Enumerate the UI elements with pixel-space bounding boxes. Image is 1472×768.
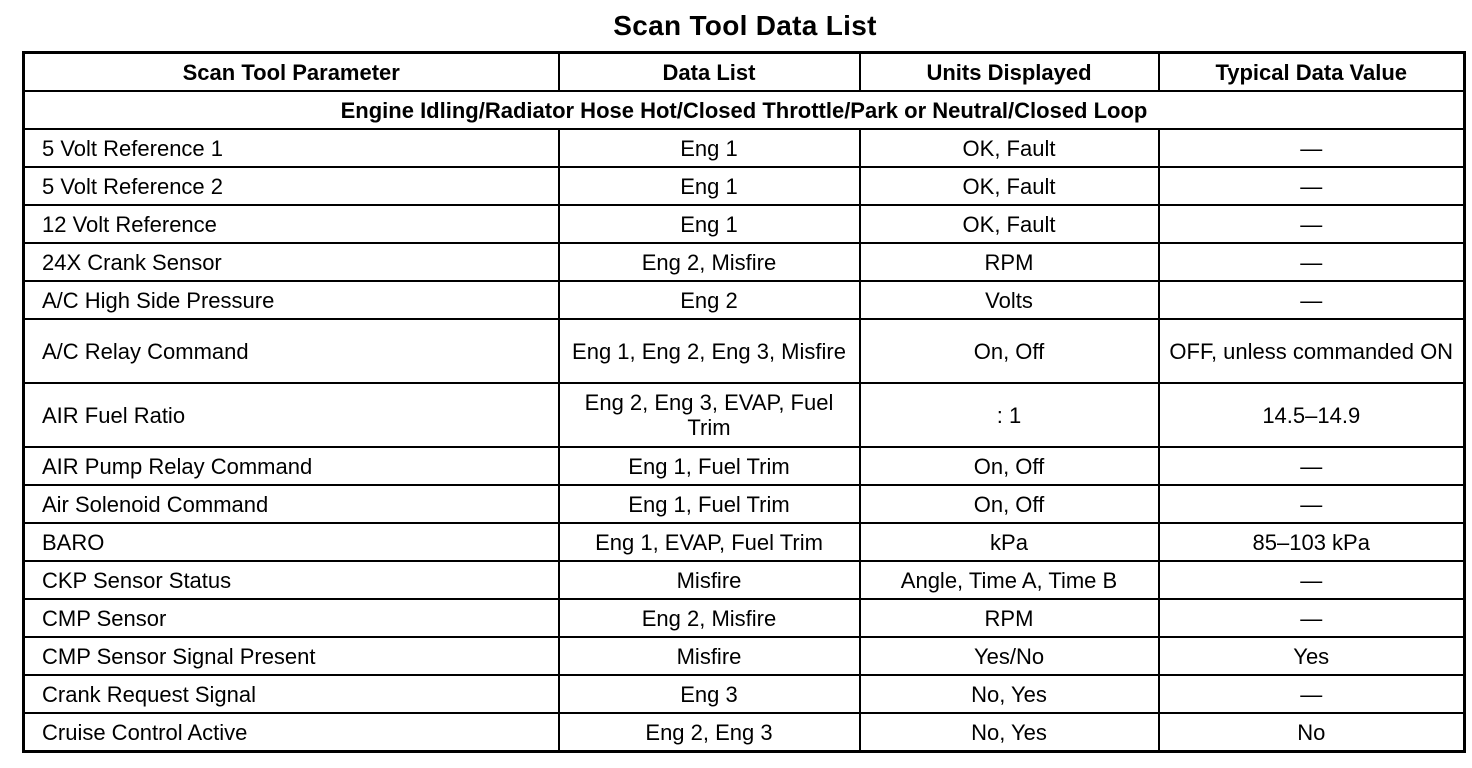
section-row	[24, 91, 1465, 129]
parameter-cell: 5 Volt Reference 1	[24, 129, 559, 167]
typical-value-cell: —	[1159, 129, 1465, 167]
typical-value-cell: —	[1159, 167, 1465, 205]
units-cell: On, Off	[860, 447, 1159, 485]
table-row	[24, 637, 1465, 675]
scan-tool-data-table	[22, 51, 1466, 753]
column-header-parameter: Scan Tool Parameter	[24, 53, 559, 92]
typical-value-cell: —	[1159, 561, 1465, 599]
units-cell: No, Yes	[860, 675, 1159, 713]
units-cell: On, Off	[860, 485, 1159, 523]
table-row	[24, 713, 1465, 752]
table-row	[24, 319, 1465, 383]
table-header-row	[24, 53, 1465, 92]
typical-value-cell: —	[1159, 675, 1465, 713]
page-title: Scan Tool Data List	[613, 10, 877, 41]
parameter-cell: AIR Pump Relay Command	[24, 447, 559, 485]
units-cell: On, Off	[860, 319, 1159, 383]
table-row	[24, 675, 1465, 713]
table-row	[24, 129, 1465, 167]
data-list-cell: Eng 3	[559, 675, 860, 713]
parameter-cell: AIR Fuel Ratio	[24, 383, 559, 447]
typical-value-cell: OFF, unless commanded ON	[1159, 319, 1465, 383]
units-cell: RPM	[860, 243, 1159, 281]
typical-value-cell: —	[1159, 599, 1465, 637]
table-row	[24, 447, 1465, 485]
data-list-cell: Eng 1	[559, 167, 860, 205]
parameter-cell: BARO	[24, 523, 559, 561]
table-row	[24, 561, 1465, 599]
typical-value-cell: —	[1159, 281, 1465, 319]
table-row	[24, 205, 1465, 243]
typical-value-cell: —	[1159, 243, 1465, 281]
data-list-cell: Eng 1, Eng 2, Eng 3, Misfire	[559, 319, 860, 383]
typical-value-cell: 14.5–14.9	[1159, 383, 1465, 447]
units-cell: Angle, Time A, Time B	[860, 561, 1159, 599]
data-list-cell: Eng 1	[559, 129, 860, 167]
data-list-cell: Eng 2, Eng 3	[559, 713, 860, 752]
data-list-cell: Eng 1, Fuel Trim	[559, 447, 860, 485]
table-row	[24, 523, 1465, 561]
column-header-units: Units Displayed	[860, 53, 1159, 92]
column-header-typical-value: Typical Data Value	[1159, 53, 1465, 92]
typical-value-cell: No	[1159, 713, 1465, 752]
parameter-cell: 24X Crank Sensor	[24, 243, 559, 281]
data-list-cell: Eng 1, Fuel Trim	[559, 485, 860, 523]
units-cell: OK, Fault	[860, 167, 1159, 205]
parameter-cell: Crank Request Signal	[24, 675, 559, 713]
typical-value-cell: —	[1159, 447, 1465, 485]
data-list-cell: Eng 2, Misfire	[559, 599, 860, 637]
units-cell: OK, Fault	[860, 205, 1159, 243]
table-row	[24, 485, 1465, 523]
units-cell: No, Yes	[860, 713, 1159, 752]
data-list-cell: Eng 2	[559, 281, 860, 319]
data-list-cell: Eng 2, Misfire	[559, 243, 860, 281]
typical-value-cell: Yes	[1159, 637, 1465, 675]
parameter-cell: 12 Volt Reference	[24, 205, 559, 243]
table-row	[24, 243, 1465, 281]
units-cell: OK, Fault	[860, 129, 1159, 167]
units-cell: Yes/No	[860, 637, 1159, 675]
column-header-data-list: Data List	[559, 53, 860, 92]
data-list-cell: Misfire	[559, 561, 860, 599]
units-cell: RPM	[860, 599, 1159, 637]
parameter-cell: 5 Volt Reference 2	[24, 167, 559, 205]
parameter-cell: CKP Sensor Status	[24, 561, 559, 599]
section-heading: Engine Idling/Radiator Hose Hot/Closed Throttle/Park or Neutral/Closed Loop	[24, 91, 1465, 129]
units-cell: Volts	[860, 281, 1159, 319]
data-list-cell: Eng 2, Eng 3, EVAP, Fuel Trim	[559, 383, 860, 447]
units-cell: kPa	[860, 523, 1159, 561]
parameter-cell: Cruise Control Active	[24, 713, 559, 752]
data-list-cell: Misfire	[559, 637, 860, 675]
parameter-cell: Air Solenoid Command	[24, 485, 559, 523]
table-row	[24, 167, 1465, 205]
typical-value-cell: —	[1159, 205, 1465, 243]
typical-value-cell: 85–103 kPa	[1159, 523, 1465, 561]
parameter-cell: A/C Relay Command	[24, 319, 559, 383]
typical-value-cell: —	[1159, 485, 1465, 523]
parameter-cell: A/C High Side Pressure	[24, 281, 559, 319]
table-row	[24, 281, 1465, 319]
data-list-cell: Eng 1, EVAP, Fuel Trim	[559, 523, 860, 561]
data-list-cell: Eng 1	[559, 205, 860, 243]
table-row	[24, 383, 1465, 447]
parameter-cell: CMP Sensor Signal Present	[24, 637, 559, 675]
units-cell: : 1	[860, 383, 1159, 447]
parameter-cell: CMP Sensor	[24, 599, 559, 637]
table-row	[24, 599, 1465, 637]
